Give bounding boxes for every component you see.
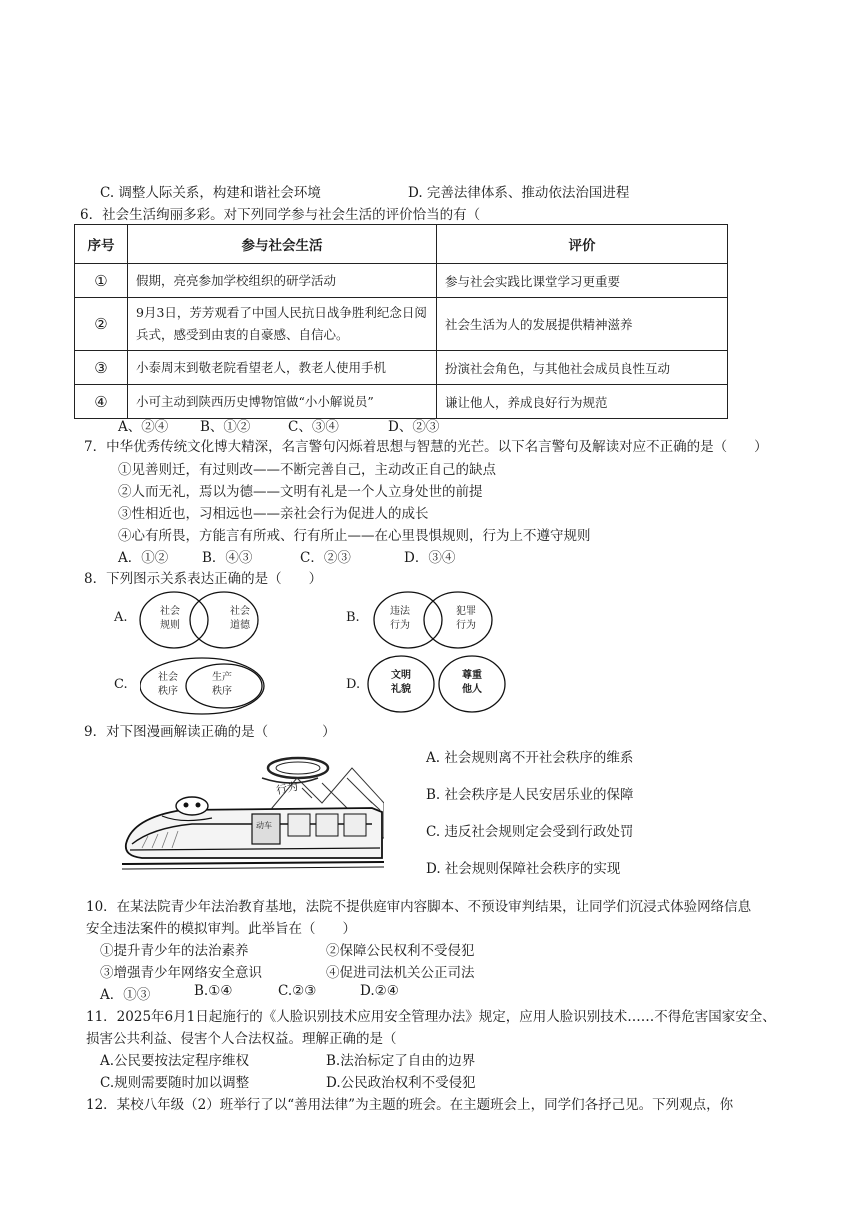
q6-stem: 6．社会生活绚丽多彩。对下列同学参与社会生活的评价恰当的有（ <box>80 207 481 223</box>
q11-stem-line1: 11．2025年6月1日起施行的《人脸识别技术应用安全管理办法》规定，应用人脸识别技术……不得危害国家安全、 <box>86 1009 776 1025</box>
q10-item-1: ①提升青少年的法治素养 <box>100 943 249 959</box>
q10-option-a[interactable]: A．①③ <box>100 987 151 1003</box>
q6-header-num: 序号 <box>75 225 128 264</box>
q6-row-evaluation: 参与社会实践比课堂学习更重要 <box>437 264 728 298</box>
venn-c-inner: 生产 秩序 <box>212 672 232 697</box>
q6-table <box>74 224 728 419</box>
q7-option-d[interactable]: D．③④ <box>404 550 456 566</box>
q7-option-b[interactable]: B．④③ <box>202 550 253 566</box>
q9-option-d[interactable]: D. 社会规则保障社会秩序的实现 <box>426 861 621 877</box>
q8-option-b-label[interactable]: B. <box>346 610 360 625</box>
q6-row-num: ② <box>75 298 128 351</box>
q6-row-evaluation: 社会生活为人的发展提供精神滋养 <box>437 298 728 351</box>
q6-row-activity: 9月3日，芳芳观看了中国人民抗日战争胜利纪念日阅兵式，感受到由衷的自豪感、自信心。 <box>128 298 437 351</box>
venn-b-left: 违法 行为 <box>390 606 410 631</box>
q7-item-2: ②人而无礼，焉以为德——文明有礼是一个人立身处世的前提 <box>118 484 483 500</box>
q11-option-b[interactable]: B.法治标定了自由的边界 <box>326 1053 476 1069</box>
q6-row-num: ③ <box>75 351 128 385</box>
cartoon-train-image <box>122 748 384 874</box>
q10-option-c[interactable]: C.②③ <box>278 983 317 999</box>
table-row <box>75 351 728 385</box>
q10-option-d[interactable]: D.②④ <box>360 983 399 999</box>
q6-option-a[interactable]: A、②④ <box>118 419 169 435</box>
q9-option-a[interactable]: A. 社会规则离不开社会秩序的维系 <box>426 750 634 766</box>
q6-option-b[interactable]: B、①② <box>200 419 251 435</box>
venn-b-right: 犯罪 行为 <box>456 606 476 631</box>
q9-option-b[interactable]: B. 社会秩序是人民安居乐业的保障 <box>426 787 634 803</box>
q7-item-4: ④心有所畏，方能言有所戒、行有所止——在心里畏惧规则，行为上不遵守规则 <box>118 528 591 544</box>
q6-header-activity: 参与社会生活 <box>128 225 437 264</box>
venn-c-outer: 社会 秩序 <box>158 672 178 697</box>
q6-option-d[interactable]: D、②③ <box>388 419 440 435</box>
q11-stem-line2: 损害公共利益、侵害个人合法权益。理解正确的是（ <box>86 1031 397 1047</box>
q8-option-c-label[interactable]: C. <box>114 677 128 692</box>
q6-option-c[interactable]: C、③④ <box>288 419 339 435</box>
table-row <box>75 264 728 298</box>
venn-a-left: 社会 规则 <box>160 606 180 631</box>
venn-d-left: 文明 礼貌 <box>391 670 411 695</box>
venn-d-right: 尊重 他人 <box>462 670 482 695</box>
q12-stem: 12．某校八年级（2）班举行了以“善用法律”为主题的班会。在主题班会上，同学们各抒己见。下列观点，你 <box>86 1097 734 1113</box>
q8-option-a-label[interactable]: A. <box>114 610 128 625</box>
q6-header-row <box>75 225 728 264</box>
q6-row-evaluation: 扮演社会角色，与其他社会成员良性互动 <box>437 351 728 385</box>
q7-item-1: ①见善则迁，有过则改——不断完善自己，主动改正自己的缺点 <box>118 462 496 478</box>
table-row <box>75 385 728 419</box>
q10-stem-line2: 安全违法案件的模拟审判。此举旨在（ ） <box>86 921 356 937</box>
table-row <box>75 298 728 351</box>
q6-row-activity: 小可主动到陕西历史博物馆做“小小解说员” <box>128 385 437 419</box>
q6-header-evaluation: 评价 <box>437 225 728 264</box>
q7-option-c[interactable]: C．②③ <box>300 550 351 566</box>
q7-item-3: ③性相近也，习相远也——亲社会行为促进人的成长 <box>118 506 429 522</box>
q11-option-c[interactable]: C.规则需要随时加以调整 <box>100 1075 250 1091</box>
venn-a-right: 社会 道德 <box>230 606 250 631</box>
q6-row-activity: 小泰周末到敬老院看望老人，教老人使用手机 <box>128 351 437 385</box>
q8-stem: 8．下列图示关系表达正确的是（ ） <box>84 571 323 587</box>
q11-option-d[interactable]: D.公民政治权利不受侵犯 <box>326 1075 476 1091</box>
q6-row-num: ① <box>75 264 128 298</box>
q9-option-c[interactable]: C. 违反社会规则定会受到行政处罚 <box>426 824 634 840</box>
cartoon-label-2: 动车 <box>256 821 272 830</box>
venn-diagram-b <box>362 588 512 652</box>
q11-option-a[interactable]: A.公民要按法定程序维权 <box>100 1053 250 1069</box>
q10-item-2: ②保障公民权利不受侵犯 <box>326 943 475 959</box>
q9-stem: 9．对下图漫画解读正确的是（ ） <box>84 724 336 740</box>
cartoon-label-1: 行为 <box>274 779 300 798</box>
q7-option-a[interactable]: A．①② <box>118 550 169 566</box>
option-d-prev: D. 完善法律体系、推动依法治国进程 <box>408 185 630 201</box>
q6-row-activity: 假期，亮亮参加学校组织的研学活动 <box>128 264 437 298</box>
option-c-prev: C. 调整人际关系，构建和谐社会环境 <box>100 185 321 201</box>
q6-row-num: ④ <box>75 385 128 419</box>
q8-option-d-label[interactable]: D. <box>346 677 361 692</box>
q10-item-3: ③增强青少年网络安全意识 <box>100 965 262 981</box>
q7-stem: 7．中华优秀传统文化博大精深，名言警句闪烁着思想与智慧的光芒。以下名言警句及解读对应不正确的是（ ） <box>84 439 768 455</box>
q10-item-4: ④促进司法机关公正司法 <box>326 965 475 981</box>
q10-option-b[interactable]: B.①④ <box>194 983 233 999</box>
q6-row-evaluation: 谦让他人，养成良好行为规范 <box>437 385 728 419</box>
q10-stem-line1: 10．在某法院青少年法治教育基地，法院不提供庭审内容脚本、不预设审判结果，让同学们沉浸式体验网络信息 <box>86 899 752 915</box>
